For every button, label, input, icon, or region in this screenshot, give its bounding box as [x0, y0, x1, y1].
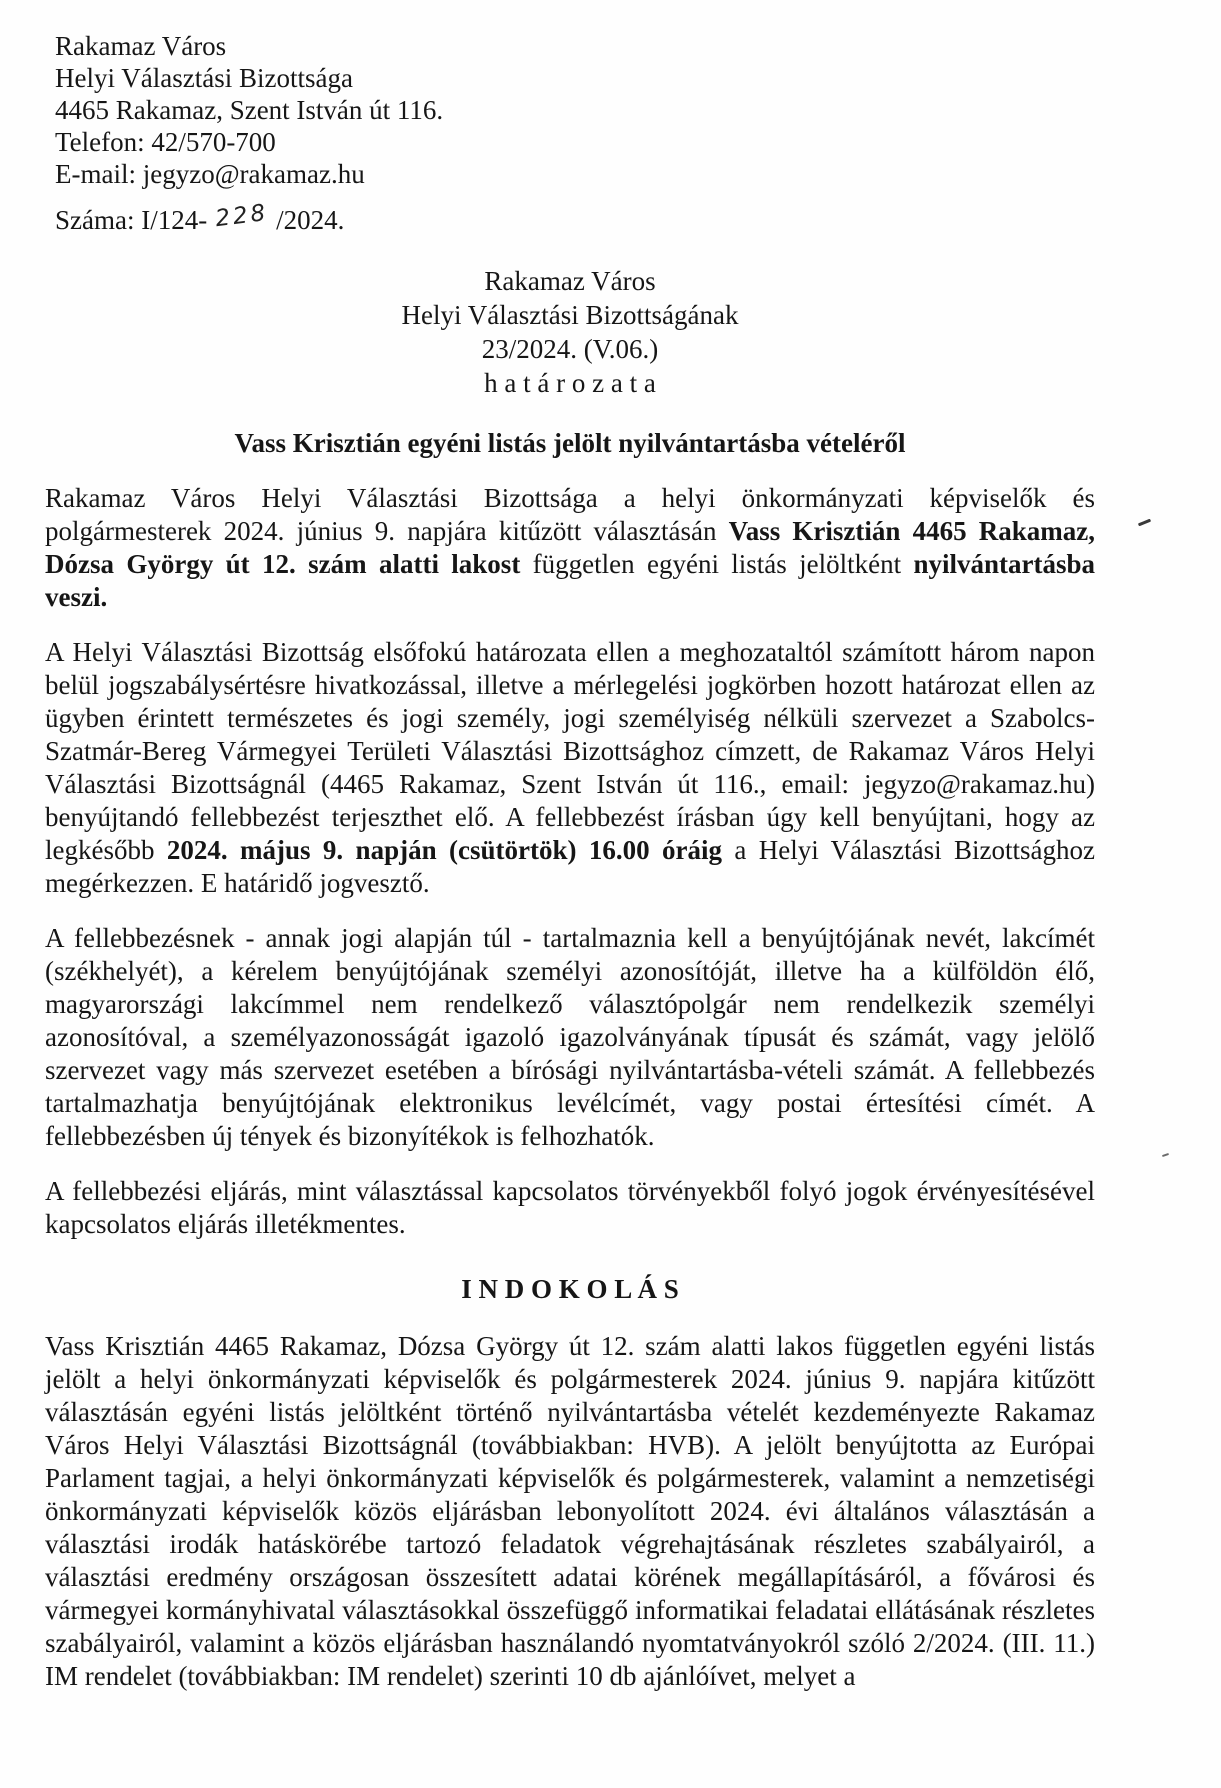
indokolas-heading: I N D O K O L Á S [461, 1274, 679, 1304]
indokolas-paragraph: Vass Krisztián 4465 Rakamaz, Dózsa György út 12. szám alatti lakos független egyéni listás jelölt a helyi önkormányzati képviselők és polgármesterek 2024. június 9. napjára kitűzött választásán egyéni listás jelöltként történő nyilvántartásba vételét kezdeményezte Rakamaz Város Helyi Választási Bizottságnál (továbbiakban: HVB). A jelölt benyújtotta az Európai Parlament tagjai, a helyi önkormányzati képviselők és polgármesterek, valamint a nemzetiségi önkormányzati képviselők közös eljárásban lebonyolított 2024. évi általános választásán a választási irodák hatáskörébe tartozó feladatok végrehajtásának részletes szabályairól, a választási eredmény országosan összesített adatai körének megállapításáról, a fővárosi és vármegyei kormányhivatal választásokkal összefüggő informatikai feladatai ellátásának részletes szabályairól, valamint a közös eljárásban használandó nyomtatványokról szóló 2/2024. (III. 11.) IM rendelet (továbbiakban: IM rendelet) szerinti 10 db ajánlóívet, melyet a [45, 1331, 1095, 1691]
decision-heading-number: 23/2024. (V.06.) [481, 334, 659, 364]
decision-heading-committee: Helyi Választási Bizottságának [401, 300, 739, 330]
sender-line-organization: Rakamaz Város [55, 31, 227, 61]
sender-line-address: 4465 Rakamaz, Szent István út 116. [55, 95, 444, 125]
decision-heading-organization: Rakamaz Város [484, 266, 656, 296]
decision-subject: Vass Krisztián egyéni listás jelölt nyilvántartásba vételéről [234, 428, 906, 458]
body-paragraph-appeal-content: A fellebbezésnek - annak jogi alapján túl - tartalmaznia kell a benyújtójának nevét, lakcímét (székhelyét), a kérelem benyújtójának személyi azonosítóját, illetve ha a külföldön élő, magyarországi lakcímmel nem rendelkező választópolgár nem rendelkezik személyi azonosítóval, a személyazonosságát igazoló igazolványának típusát és számát, vagy jelölő szervezet vagy más szervezet esetében a bírósági nyilvántartásba-vételi számát. A fellebbezés tartalmazhatja benyújtójának elektronikus levélcímét, vagy postai értesítési címét. A fellebbezésben új tények és bizonyítékok is felhozhatók. [45, 923, 1095, 1151]
sender-block [55, 30, 1095, 190]
case-number-prefix: Száma: I/124- [55, 205, 208, 235]
case-number-line [55, 199, 1095, 238]
case-number-suffix: /2024. [276, 205, 345, 235]
body-paragraph-fee-exemption: A fellebbezési eljárás, mint választással kapcsolatos törvényekből folyó jogok érvényesítésével kapcsolatos eljárás illetékmentes. [45, 1176, 1095, 1239]
handwritten-case-number: 228 [214, 199, 270, 233]
scan-artifact-mark [1162, 1153, 1169, 1157]
sender-line-email: E-mail: jegyzo@rakamaz.hu [55, 159, 365, 189]
sender-line-committee: Helyi Választási Bizottsága [55, 63, 353, 93]
decision-heading-word: h a t á r o z a t a [484, 368, 656, 398]
body-paragraph-registration: Rakamaz Város Helyi Választási Bizottsága a helyi önkormányzati képviselők és polgármesterek 2024. június 9. napjára kitűzött választásán Vass Krisztián 4465 Rakamaz, Dózsa György út 12. szám alatti lakost független egyéni listás jelöltként nyilvántartásba veszi. [45, 483, 1096, 612]
sender-line-phone: Telefon: 42/570-700 [55, 127, 276, 157]
decision-heading [45, 264, 1095, 400]
scan-artifact-mark [1138, 519, 1151, 527]
body-paragraph-appeal-rights: A Helyi Választási Bizottság elsőfokú határozata ellen a meghozataltól számított három napon belül jogszabálysértésre hivatkozással, illetve a mérlegelési jogkörben hozott határozat ellen az ügyben érintett természetes és jogi személy, jogi személyiség nélküli szervezet a Szabolcs-Szatmár-Bereg Vármegyei Területi Választási Bizottsághoz címzett, de Rakamaz Város Helyi Választási Bizottságnál (4465 Rakamaz, Szent István út 116., email: jegyzo@rakamaz.hu) benyújtandó fellebbezést terjeszthet elő. A fellebbezést írásban úgy kell benyújtani, hogy az legkésőbb 2024. május 9. napján (csütörtök) 16.00 óráig a Helyi Választási Bizottsághoz megérkezzen. E határidő jogvesztő. [45, 637, 1095, 898]
